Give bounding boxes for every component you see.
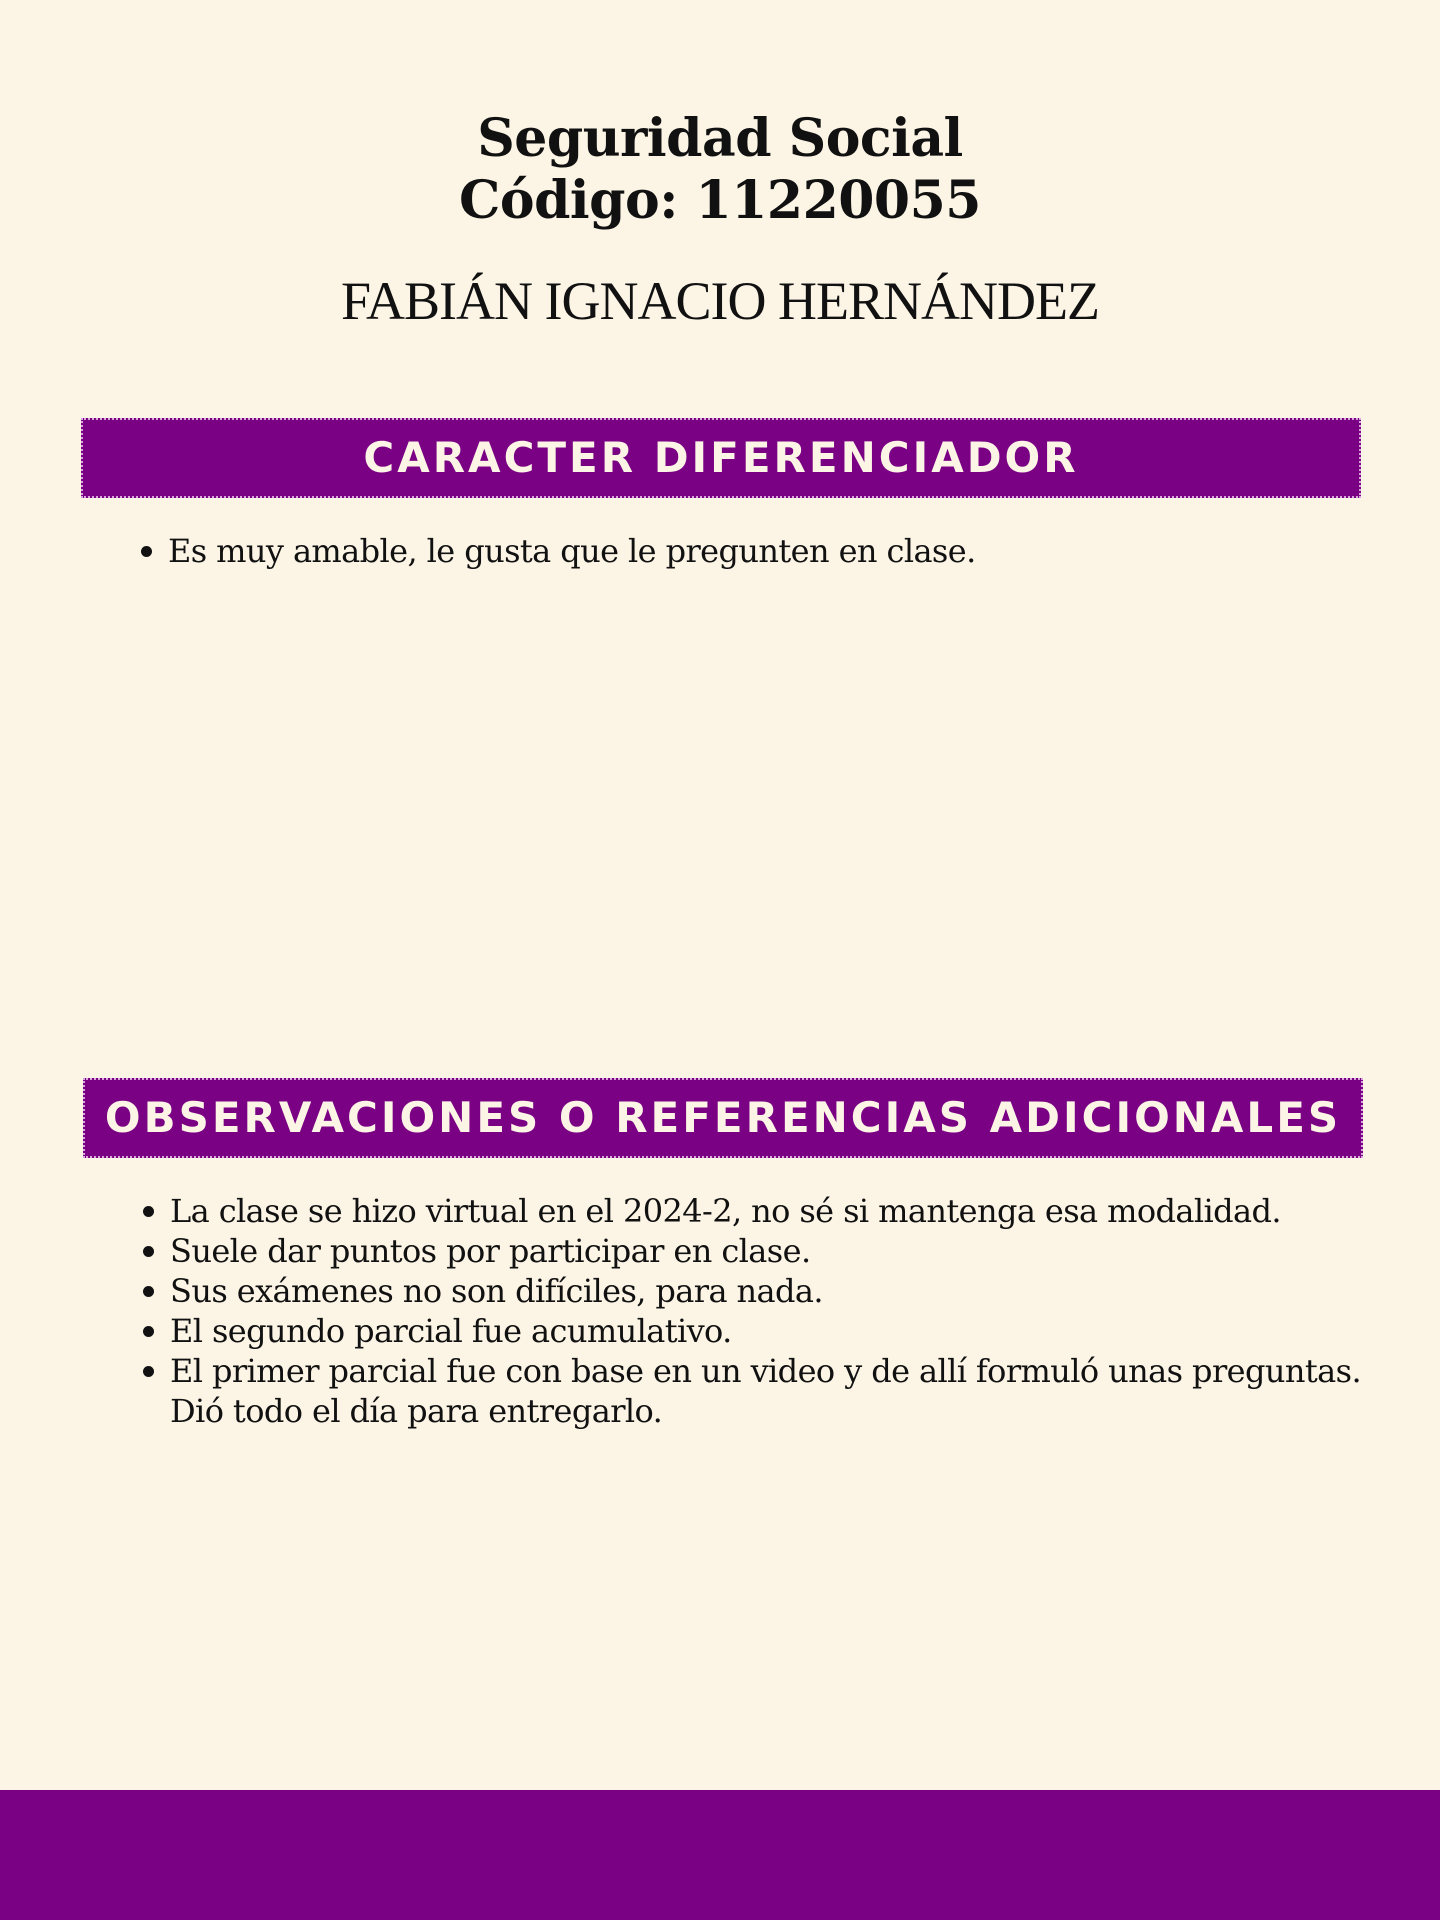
section-banner-observaciones: OBSERVACIONES O REFERENCIAS ADICIONALES [83,1078,1363,1158]
list-item-text: El segundo parcial fue acumulativo. [170,1312,732,1350]
list-item-text: La clase se hizo virtual en el 2024-2, no sé si mantenga esa modalidad. [170,1192,1281,1230]
list-item [140,1351,1370,1431]
list-item-text: Suele dar puntos por participar en clase. [170,1232,811,1270]
observaciones-list [140,1191,1370,1431]
caracter-list [138,531,1358,571]
list-item [140,1271,1370,1311]
bullet-icon [143,1246,154,1257]
course-code: Código: 11220055 [459,170,981,231]
list-item-text: Es muy amable, le gusta que le pregunten en clase. [168,532,976,570]
list-item [140,1191,1370,1231]
course-name: Seguridad Social [477,108,963,169]
professor-name: FABIÁN IGNACIO HERNÁNDEZ [341,271,1099,331]
title-block [0,108,1440,232]
bullet-icon [143,1206,154,1217]
footer-bar [0,1790,1440,1920]
list-item [140,1311,1370,1351]
list-item [138,531,1358,571]
bullet-icon [143,1286,154,1297]
bullet-icon [143,1326,154,1337]
section-banner-caracter: CARACTER DIFERENCIADOR [81,418,1361,498]
list-item-text: Sus exámenes no son difíciles, para nada. [170,1272,823,1310]
list-item [140,1231,1370,1271]
list-item-text: El primer parcial fue con base en un video y de allí formuló unas preguntas. Dió todo el día para entregarlo. [170,1352,1362,1430]
bullet-icon [143,1366,154,1377]
bullet-icon [141,546,152,557]
